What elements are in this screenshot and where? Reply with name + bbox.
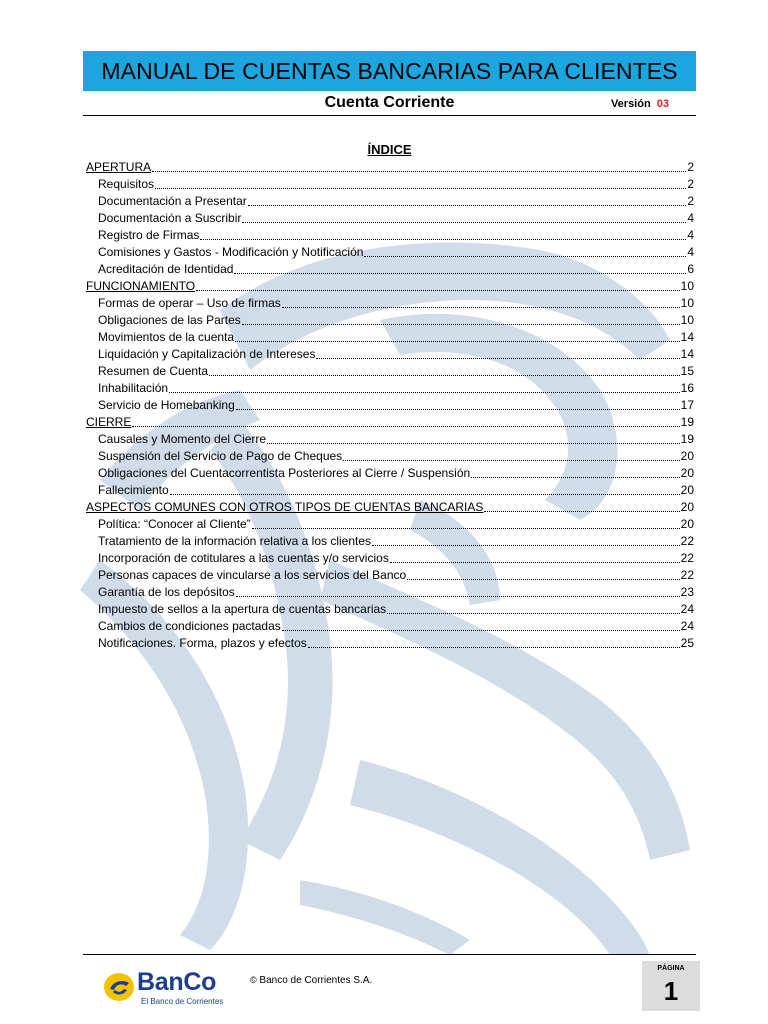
copyright-text: Banco de Corrientes S.A. <box>259 975 373 986</box>
toc-leader-dots <box>235 341 680 342</box>
toc-entry[interactable] <box>86 397 694 414</box>
toc-leader-dots <box>267 443 680 444</box>
toc-leader-dots <box>152 171 686 172</box>
toc-entry[interactable] <box>86 244 694 261</box>
toc-entry-page: 2 <box>687 194 694 208</box>
logo-brand: BanCo <box>137 968 217 996</box>
toc-entry-label: FUNCIONAMIENTO <box>86 279 196 293</box>
toc-entry[interactable] <box>86 567 694 584</box>
toc-entry-page: 4 <box>687 228 694 242</box>
toc-entry-label: Resumen de Cuenta <box>98 364 209 378</box>
toc-entry[interactable] <box>86 618 694 635</box>
toc-section-entry[interactable] <box>86 278 694 295</box>
toc-entry-label: Documentación a Suscribir <box>98 211 242 225</box>
table-of-contents <box>86 159 694 652</box>
version-label: Versión <box>610 98 651 110</box>
toc-entry-label: Obligaciones de las Partes <box>98 313 241 327</box>
toc-section-entry[interactable] <box>86 414 694 431</box>
toc-leader-dots <box>200 239 686 240</box>
toc-entry-label: Incorporación de cotitulares a las cuentas y/o servicios <box>98 551 389 565</box>
toc-leader-dots <box>316 358 679 359</box>
toc-leader-dots <box>282 307 680 308</box>
toc-leader-dots <box>155 188 686 189</box>
toc-entry-label: Personas capaces de vincularse a los servicios del Banco <box>98 568 407 582</box>
toc-entry-label: Impuesto de sellos a la apertura de cuentas bancarias <box>98 602 387 616</box>
toc-entry-label: Tratamiento de la información relativa a los clientes <box>98 534 372 548</box>
toc-entry[interactable] <box>86 261 694 278</box>
bank-logo <box>103 970 233 1010</box>
toc-entry-page: 20 <box>680 500 694 514</box>
toc-leader-dots <box>209 375 680 376</box>
toc-entry[interactable] <box>86 448 694 465</box>
toc-entry-label: Notificaciones. Forma, plazos y efectos <box>98 636 307 650</box>
toc-entry-page: 20 <box>680 449 694 463</box>
toc-entry[interactable] <box>86 380 694 397</box>
toc-entry-page: 10 <box>680 313 694 327</box>
toc-entry-label: ASPECTOS COMUNES CON OTROS TIPOS DE CUENTAS BANCARIAS <box>86 500 484 514</box>
toc-entry[interactable] <box>86 210 694 227</box>
toc-entry[interactable] <box>86 329 694 346</box>
toc-entry-page: 17 <box>680 398 694 412</box>
toc-entry-label: Fallecimiento <box>98 483 169 497</box>
toc-leader-dots <box>236 596 680 597</box>
toc-entry[interactable] <box>86 482 694 499</box>
toc-entry-page: 25 <box>680 636 694 650</box>
toc-entry-label: Movimientos de la cuenta <box>98 330 235 344</box>
page-number-box <box>642 961 700 1011</box>
subtitle-bar <box>83 93 696 116</box>
account-type-title: Cuenta Corriente <box>324 94 455 111</box>
toc-section-entry[interactable] <box>86 499 694 516</box>
toc-entry-page: 23 <box>680 585 694 599</box>
toc-entry-page: 14 <box>680 330 694 344</box>
page-number: 1 <box>663 976 679 1006</box>
toc-entry-page: 4 <box>687 211 694 225</box>
toc-entry[interactable] <box>86 227 694 244</box>
toc-entry-label: Liquidación y Capitalización de Intereses <box>98 347 316 361</box>
version-number: 03 <box>656 98 669 110</box>
toc-entry-page: 20 <box>680 517 694 531</box>
toc-entry[interactable] <box>86 584 694 601</box>
toc-entry-page: 20 <box>680 466 694 480</box>
toc-leader-dots <box>170 494 680 495</box>
toc-leader-dots <box>236 409 680 410</box>
toc-entry[interactable] <box>86 363 694 380</box>
toc-leader-dots <box>390 562 680 563</box>
toc-leader-dots <box>242 222 686 223</box>
toc-entry[interactable] <box>86 516 694 533</box>
toc-leader-dots <box>282 630 680 631</box>
toc-section-entry[interactable] <box>86 159 694 176</box>
toc-leader-dots <box>308 647 680 648</box>
toc-entry-label: Inhabilitación <box>98 381 169 395</box>
toc-entry[interactable] <box>86 533 694 550</box>
toc-entry[interactable] <box>86 312 694 329</box>
toc-entry[interactable] <box>86 431 694 448</box>
toc-leader-dots <box>372 545 680 546</box>
toc-leader-dots <box>484 511 679 512</box>
toc-entry-page: 10 <box>680 279 694 293</box>
toc-entry-page: 14 <box>680 347 694 361</box>
toc-entry-label: Formas de operar – Uso de firmas <box>98 296 281 310</box>
toc-entry-label: APERTURA <box>86 160 152 174</box>
toc-entry[interactable] <box>86 635 694 652</box>
toc-entry-label: Política: “Conocer al Cliente” <box>98 517 251 531</box>
toc-entry-page: 10 <box>680 296 694 310</box>
toc-entry-page: 22 <box>680 568 694 582</box>
toc-entry[interactable] <box>86 465 694 482</box>
toc-entry-label: Obligaciones del Cuentacorrentista Posteriores al Cierre / Suspensión <box>98 466 471 480</box>
toc-entry-page: 22 <box>680 551 694 565</box>
toc-entry-page: 22 <box>680 534 694 548</box>
toc-leader-dots <box>248 205 687 206</box>
toc-entry-page: 15 <box>680 364 694 378</box>
toc-entry-page: 16 <box>680 381 694 395</box>
toc-leader-dots <box>387 613 679 614</box>
manual-title: MANUAL DE CUENTAS BANCARIAS PARA CLIENTES <box>101 57 678 84</box>
toc-entry-label: Acreditación de Identidad <box>98 262 234 276</box>
footer-divider <box>83 954 696 955</box>
toc-leader-dots <box>364 256 686 257</box>
toc-entry-page: 2 <box>687 177 694 191</box>
toc-entry-page: 4 <box>687 245 694 259</box>
title-bar <box>83 51 696 91</box>
toc-entry-page: 24 <box>680 602 694 616</box>
toc-entry[interactable] <box>86 295 694 312</box>
toc-entry-page: 2 <box>687 160 694 174</box>
index-title: ÍNDICE <box>367 142 412 157</box>
logo-tagline: El Banco de Corrientes <box>141 997 224 1006</box>
toc-entry-page: 19 <box>680 415 694 429</box>
toc-entry-label: Registro de Firmas <box>98 228 200 242</box>
toc-entry-label: Garantía de los depósitos <box>98 585 235 599</box>
version-info <box>611 98 669 110</box>
toc-entry[interactable] <box>86 601 694 618</box>
toc-entry-label: Causales y Momento del Cierre <box>98 432 267 446</box>
toc-entry-label: Suspensión del Servicio de Pago de Cheques <box>98 449 343 463</box>
toc-leader-dots <box>132 426 679 427</box>
toc-entry[interactable] <box>86 176 694 193</box>
toc-leader-dots <box>252 528 680 529</box>
toc-entry-label: Requisitos <box>98 177 155 191</box>
toc-entry[interactable] <box>86 193 694 210</box>
copyright-notice <box>250 975 372 986</box>
toc-leader-dots <box>234 273 686 274</box>
toc-entry-label: CIERRE <box>86 415 132 429</box>
toc-entry-page: 20 <box>680 483 694 497</box>
copyright-icon: © <box>250 975 257 985</box>
page-label: PÁGINA <box>657 965 685 972</box>
toc-leader-dots <box>407 579 679 580</box>
toc-entry[interactable] <box>86 346 694 363</box>
toc-entry-page: 24 <box>680 619 694 633</box>
toc-leader-dots <box>196 290 680 291</box>
toc-entry-label: Servicio de Homebanking <box>98 398 235 412</box>
bank-emblem-icon <box>103 972 135 1002</box>
toc-leader-dots <box>471 477 679 478</box>
toc-entry-label: Documentación a Presentar <box>98 194 247 208</box>
toc-leader-dots <box>343 460 679 461</box>
toc-leader-dots <box>169 392 680 393</box>
toc-entry-page: 19 <box>680 432 694 446</box>
toc-leader-dots <box>242 324 680 325</box>
toc-entry-page: 6 <box>687 262 694 276</box>
toc-entry[interactable] <box>86 550 694 567</box>
toc-entry-label: Cambios de condiciones pactadas <box>98 619 281 633</box>
toc-entry-label: Comisiones y Gastos - Modificación y Notificación <box>98 245 364 259</box>
